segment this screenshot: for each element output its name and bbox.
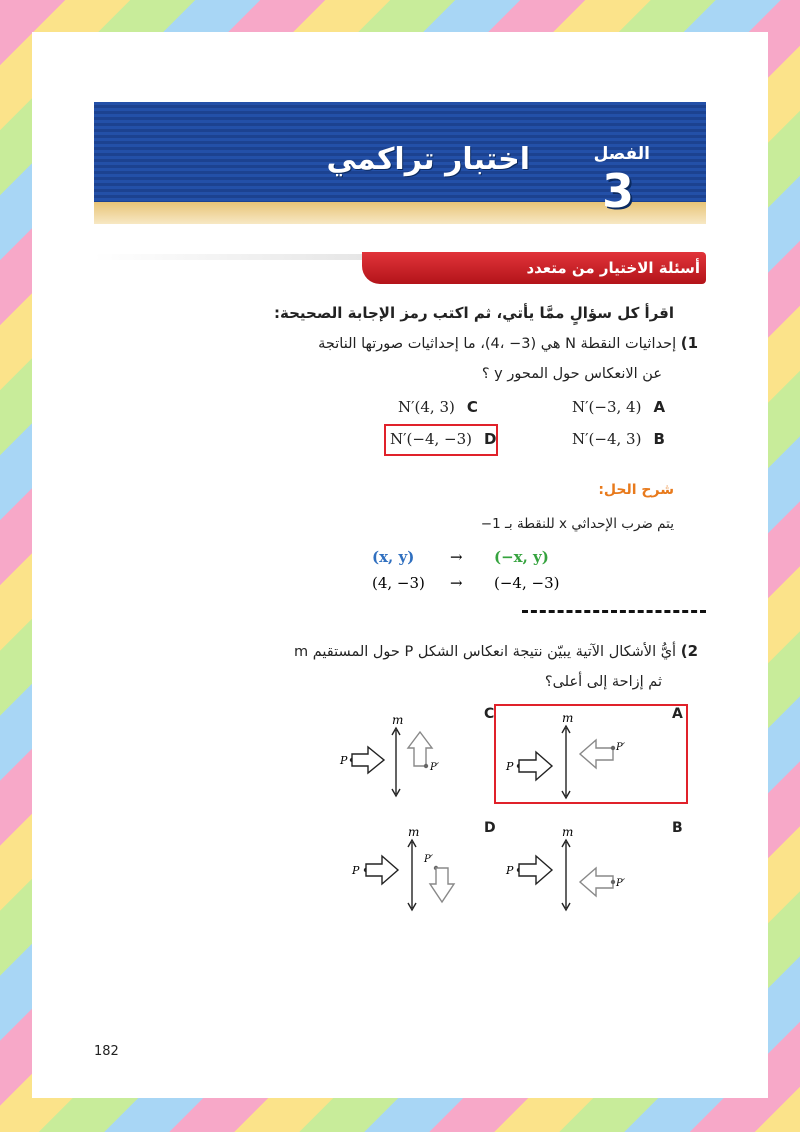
q2-option-a-label[interactable]: A bbox=[672, 706, 683, 722]
figure-option-d[interactable] bbox=[338, 822, 458, 912]
q1-option-c[interactable]: N′(4, 3) C bbox=[398, 398, 478, 416]
solution-row1-arrow: → bbox=[450, 548, 463, 566]
section-header bbox=[362, 252, 706, 284]
solution-row1-left: (x, y) bbox=[372, 548, 415, 566]
q2-line2: ثم إزاحة إلى أعلى؟ bbox=[544, 674, 662, 690]
q1-text: إحداثيات النقطة N هي (3− ،4)، ما إحداثيات صورتها الناتجة bbox=[318, 336, 677, 352]
fig-d-p-label: P bbox=[352, 864, 360, 877]
figure-option-b[interactable] bbox=[502, 822, 662, 912]
solution-title: شرح الحل: bbox=[598, 482, 674, 498]
section-title: أسئلة الاختيار من متعدد bbox=[526, 259, 700, 277]
solution-row2-arrow: → bbox=[450, 574, 463, 592]
chapter-number: 3 bbox=[601, 164, 634, 218]
q1-option-b[interactable]: N′(−4, 3) B bbox=[572, 430, 665, 448]
fig-b-m-label: m bbox=[562, 825, 574, 839]
fig-d-m-label: m bbox=[408, 825, 420, 839]
q1-answer-highlight bbox=[384, 424, 498, 456]
q1-line2: عن الانعكاس حول المحور y ؟ bbox=[481, 366, 662, 382]
q1-option-c-label: C bbox=[466, 398, 478, 416]
q1-option-a[interactable]: N′(−3, 4) A bbox=[572, 398, 666, 416]
fig-b-pprime-label: P′ bbox=[616, 878, 625, 889]
q2-option-d-label[interactable]: D bbox=[484, 820, 496, 836]
fig-a-pprime-label: P′ bbox=[616, 742, 625, 753]
q2-number: 2) bbox=[680, 642, 698, 660]
figure-option-c[interactable] bbox=[338, 714, 458, 804]
fig-d-pprime-label: P′ bbox=[424, 854, 433, 865]
q1-line1 bbox=[298, 334, 698, 352]
q2-text: أيُّ الأشكال الآتية يبيّن نتيجة انعكاس الشكل P حول المستقيم m bbox=[294, 644, 677, 660]
solution-row2-right: (−4, −3) bbox=[494, 574, 560, 592]
fig-b-p-label: P bbox=[506, 864, 514, 877]
instructions: اقرأ كل سؤالٍ ممَّا يأتي، ثم اكتب رمز الإجابة الصحيحة: bbox=[274, 304, 674, 322]
q2-option-b-label[interactable]: B bbox=[672, 820, 683, 836]
q2-line1 bbox=[98, 642, 698, 660]
q1-number: 1) bbox=[680, 334, 698, 352]
dashed-separator bbox=[522, 610, 706, 613]
chapter-label: الفصل bbox=[593, 144, 650, 164]
solution-text: يتم ضرب الإحداثي x للنقطة بـ 1− bbox=[480, 516, 674, 532]
fig-c-p-label: P bbox=[340, 754, 348, 767]
fig-a-p-label: P bbox=[506, 760, 514, 773]
figure-option-a[interactable] bbox=[502, 708, 662, 798]
solution-row2-left: (4, −3) bbox=[372, 574, 425, 592]
chapter-banner bbox=[94, 102, 706, 224]
page-sheet bbox=[32, 32, 768, 1098]
fig-a-m-label: m bbox=[562, 711, 574, 725]
chapter-title: اختبار تراكمي bbox=[326, 142, 530, 177]
fig-c-pprime-label: P′ bbox=[430, 762, 439, 773]
solution-row1-right: (−x, y) bbox=[494, 548, 549, 566]
q2-option-c-label[interactable]: C bbox=[484, 706, 495, 722]
fig-c-m-label: m bbox=[392, 713, 404, 727]
q1-option-a-label: A bbox=[653, 398, 666, 416]
page-number: 182 bbox=[94, 1044, 119, 1059]
q1-option-d[interactable]: N′(−4, −3) D bbox=[390, 430, 497, 448]
q1-option-b-label: B bbox=[653, 430, 665, 448]
q1-option-d-label: D bbox=[484, 430, 497, 448]
